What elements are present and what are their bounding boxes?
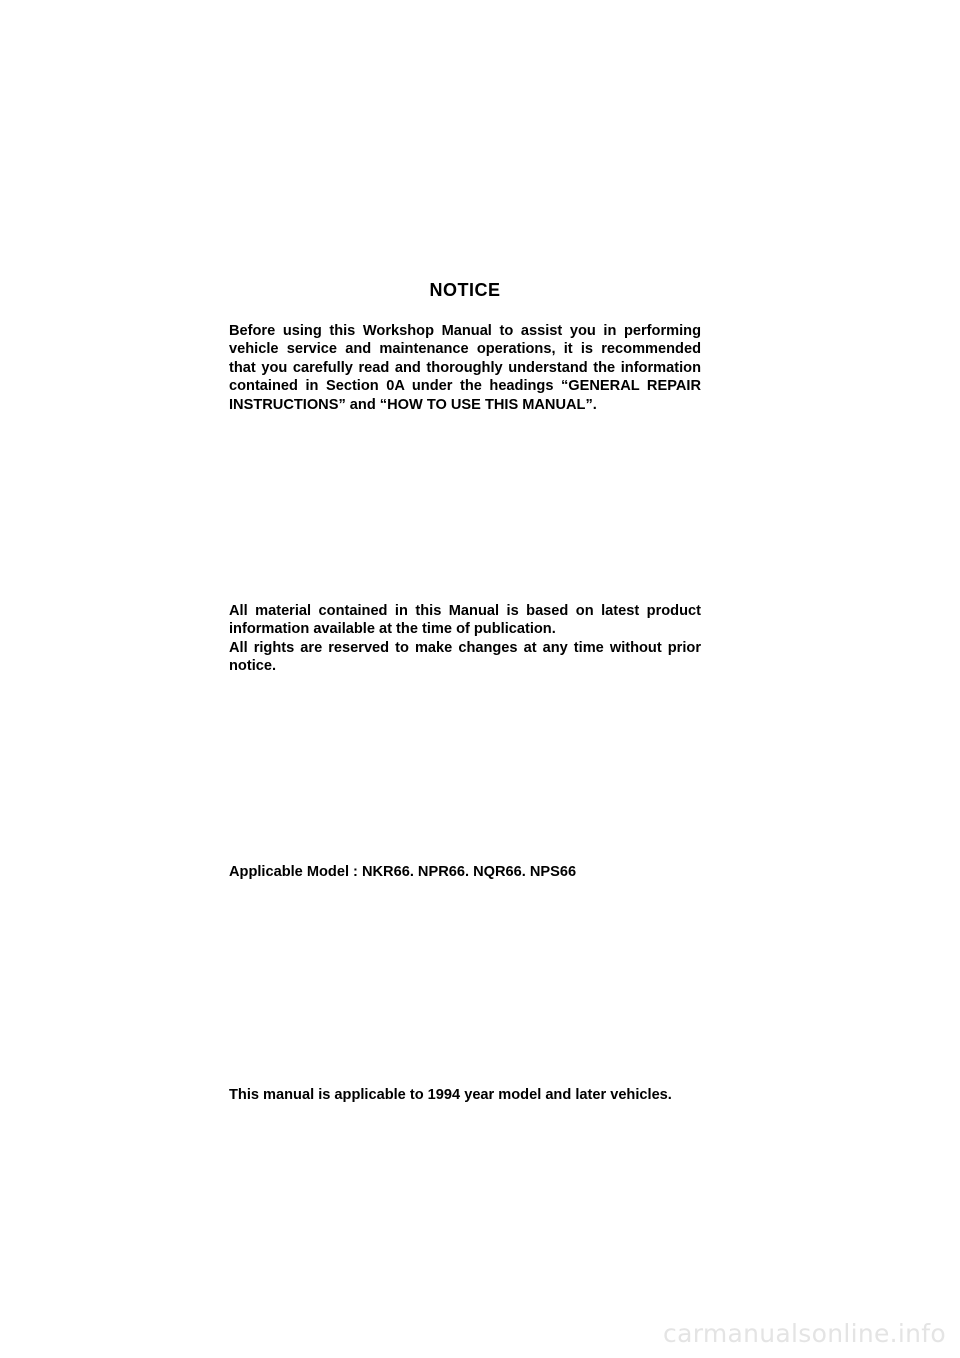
notice-body-text: Before using this Workshop Manual to assist you in performing vehicle service and maintenance operations, it is recommended that you carefully read and thoroughly understand the information contained in Section 0A under the headings “GENERAL REPAIR INSTRUCTIONS” and “HOW TO USE THIS MANUAL”. [229, 323, 701, 413]
material-statement: All material contained in this Manual is based on latest product information available at the time of publication. [229, 603, 701, 638]
rights-reserved-statement: All rights are reserved to make changes at any time without prior notice. [229, 639, 701, 675]
notice-title: NOTICE [429, 280, 501, 300]
applicable-model: Applicable Model : NKR66. NPR66. NQR66. NPS66 [229, 864, 577, 880]
watermark: carmanualsonline.info [663, 1319, 946, 1348]
rights-paragraph [229, 602, 701, 676]
applicability-statement: This manual is applicable to 1994 year model and later vehicles. [229, 1087, 672, 1103]
notice-paragraph [229, 322, 701, 414]
